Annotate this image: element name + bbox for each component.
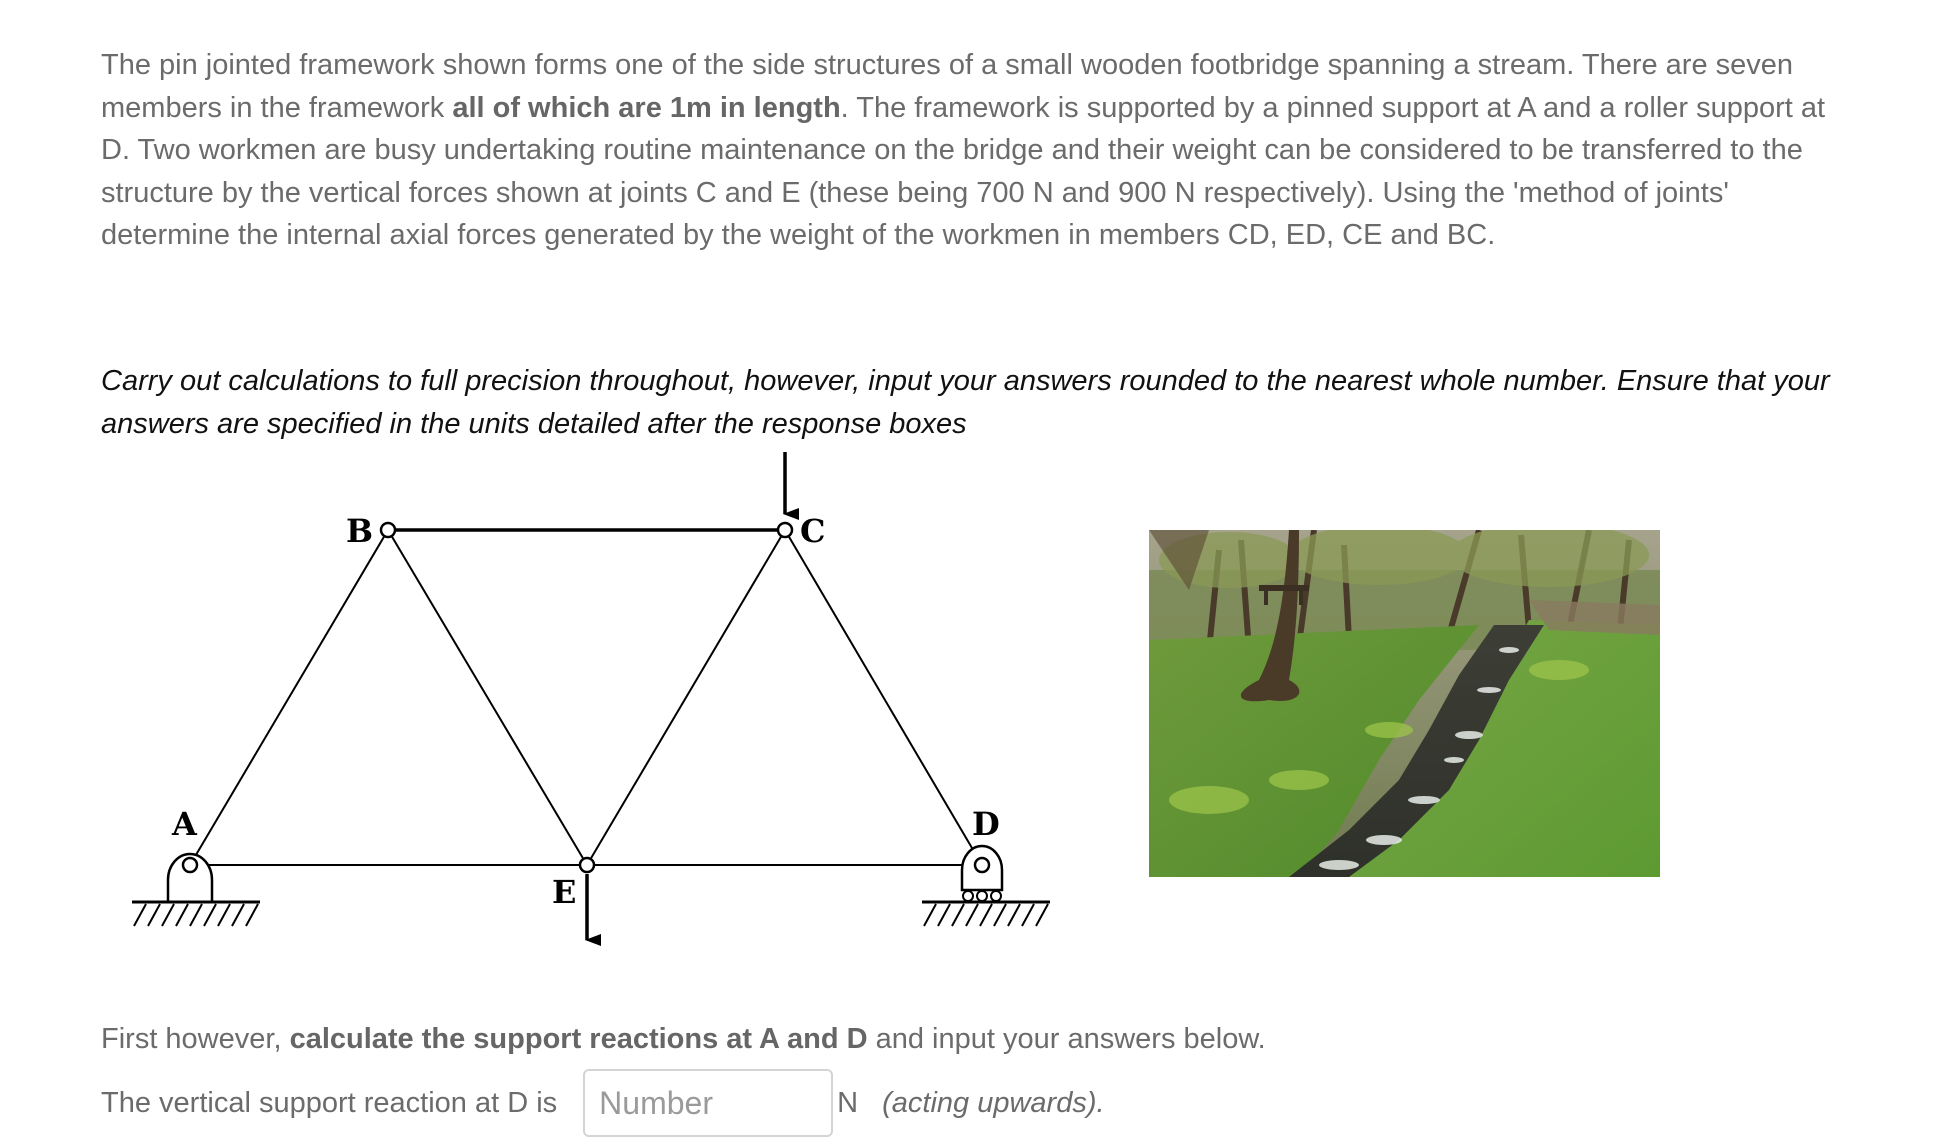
reaction-d-input[interactable] xyxy=(583,1069,833,1137)
reaction-d-note: (acting upwards). xyxy=(882,1086,1105,1119)
stream-photo xyxy=(1149,530,1660,877)
reactions-intro xyxy=(101,1018,1266,1060)
label-b: B xyxy=(346,512,374,550)
reaction-d-unit: N xyxy=(837,1086,859,1119)
instruction-text: Carry out calculations to full precision throughout, however, input your answers rounded to the nearest whole number. Ensure that your answers are specified in the units detailed after the response boxes xyxy=(101,365,1830,440)
member-be xyxy=(388,530,587,865)
reaction-d-row xyxy=(101,1068,1105,1138)
reaction-d-label: The vertical support reaction at D is xyxy=(101,1086,558,1119)
joint-d xyxy=(975,858,989,872)
member-ab xyxy=(190,530,388,865)
reactions-intro-part1: First however, xyxy=(101,1023,290,1055)
question-text-part2: . The framework is supported by a pinned support at A and a roller support at D. Two workmen are busy undertaking routine maintenance on the bridge and their weight can be considered to be transferred to the structure by the vertical forces shown at joints C and E (these being 700 N and 900 N respectively). Using the 'method of joints' determine the internal axial forces generated by the weight of the workmen in members CD, ED, CE and BC. xyxy=(101,91,1826,251)
label-c: C xyxy=(800,512,826,550)
joint-e xyxy=(580,858,594,872)
question-text-bold: all of which are 1m in length xyxy=(452,91,841,124)
joint-c xyxy=(778,523,792,537)
truss-diagram xyxy=(120,450,1060,960)
member-cd xyxy=(785,530,982,865)
question-text-part1: The pin jointed framework shown forms one of the side structures of a small wooden footbridge spanning a stream. There are seven members in the framework xyxy=(101,49,1794,124)
label-e: E xyxy=(552,873,577,911)
truss-members xyxy=(190,530,982,865)
truss-svg xyxy=(120,450,1060,960)
reactions-intro-bold: calculate the support reactions at A and D xyxy=(289,1023,868,1055)
joint-b xyxy=(381,523,395,537)
label-a: A xyxy=(172,805,197,843)
stream-photo-svg xyxy=(1149,530,1660,877)
joint-a xyxy=(183,858,197,872)
member-ce xyxy=(587,530,785,865)
label-d: D xyxy=(972,805,1000,843)
reactions-intro-part2: and input your answers below. xyxy=(867,1023,1266,1055)
truss-joints xyxy=(183,523,989,872)
question-text xyxy=(101,44,1841,257)
